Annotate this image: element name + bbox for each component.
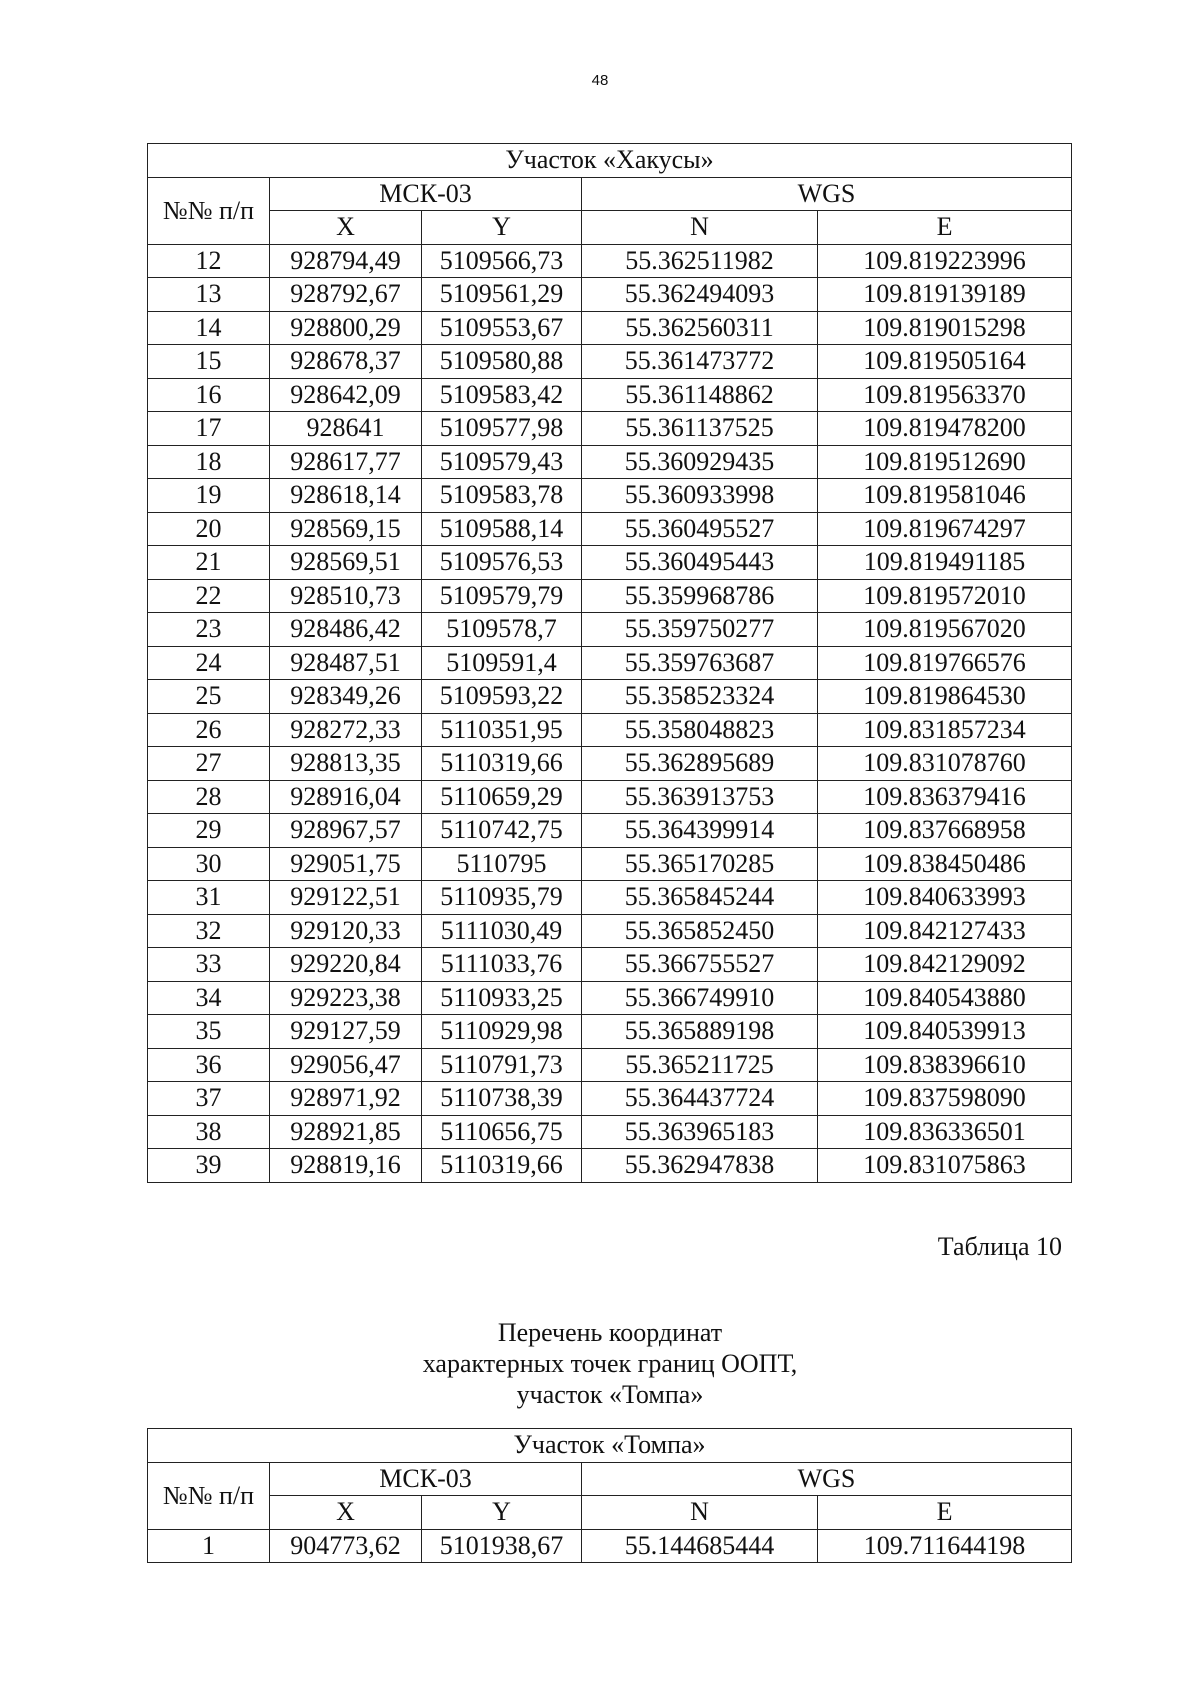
msk-x-cell: 928800,29 xyxy=(270,311,422,345)
point-number-cell: 19 xyxy=(148,479,270,513)
table-title: Участок «Хакусы» xyxy=(148,144,1072,178)
wgs-n-cell: 55.365889198 xyxy=(582,1015,818,1049)
wgs-e-cell: 109.819491185 xyxy=(818,546,1072,580)
table-row xyxy=(148,378,1072,412)
msk-y-cell: 5110738,39 xyxy=(422,1082,582,1116)
msk-y-cell: 5111030,49 xyxy=(422,914,582,948)
wgs-n-cell: 55.361148862 xyxy=(582,378,818,412)
wgs-n-cell: 55.360495527 xyxy=(582,512,818,546)
wgs-n-cell: 55.363913753 xyxy=(582,780,818,814)
table-row xyxy=(148,579,1072,613)
table-row xyxy=(148,345,1072,379)
coordinates-table-khakusy xyxy=(147,143,1072,1183)
point-number-cell: 23 xyxy=(148,613,270,647)
table-row xyxy=(148,1115,1072,1149)
wgs-n-cell: 55.362947838 xyxy=(582,1149,818,1183)
point-number-cell: 1 xyxy=(148,1529,270,1563)
table-row xyxy=(148,914,1072,948)
point-number-cell: 26 xyxy=(148,713,270,747)
table-row xyxy=(148,847,1072,881)
msk-x-cell: 928617,77 xyxy=(270,445,422,479)
table-row xyxy=(148,445,1072,479)
table-row xyxy=(148,278,1072,312)
wgs-e-cell: 109.819864530 xyxy=(818,680,1072,714)
wgs-e-cell: 109.819581046 xyxy=(818,479,1072,513)
msk-x-cell: 928569,15 xyxy=(270,512,422,546)
msk-x-cell: 928569,51 xyxy=(270,546,422,580)
header-number: №№ п/п xyxy=(148,177,270,244)
msk-y-cell: 5110742,75 xyxy=(422,814,582,848)
msk-x-cell: 928819,16 xyxy=(270,1149,422,1183)
wgs-n-cell: 55.359750277 xyxy=(582,613,818,647)
wgs-n-cell: 55.361473772 xyxy=(582,345,818,379)
table-row xyxy=(148,780,1072,814)
msk-y-cell: 5110659,29 xyxy=(422,780,582,814)
msk-y-cell: 5110319,66 xyxy=(422,747,582,781)
table-row xyxy=(148,1149,1072,1183)
wgs-n-cell: 55.358523324 xyxy=(582,680,818,714)
point-number-cell: 30 xyxy=(148,847,270,881)
wgs-n-cell: 55.362560311 xyxy=(582,311,818,345)
point-number-cell: 31 xyxy=(148,881,270,915)
msk-y-cell: 5109591,4 xyxy=(422,646,582,680)
wgs-n-cell: 55.366749910 xyxy=(582,981,818,1015)
msk-x-cell: 929120,33 xyxy=(270,914,422,948)
wgs-n-cell: 55.362511982 xyxy=(582,244,818,278)
msk-y-cell: 5109583,78 xyxy=(422,479,582,513)
wgs-n-cell: 55.365852450 xyxy=(582,914,818,948)
header-e: E xyxy=(818,211,1072,245)
point-number-cell: 18 xyxy=(148,445,270,479)
msk-y-cell: 5111033,76 xyxy=(422,948,582,982)
wgs-n-cell: 55.365211725 xyxy=(582,1048,818,1082)
wgs-n-cell: 55.144685444 xyxy=(582,1529,818,1563)
wgs-e-cell: 109.838396610 xyxy=(818,1048,1072,1082)
wgs-e-cell: 109.840539913 xyxy=(818,1015,1072,1049)
wgs-e-cell: 109.838450486 xyxy=(818,847,1072,881)
point-number-cell: 39 xyxy=(148,1149,270,1183)
table-row xyxy=(148,680,1072,714)
msk-y-cell: 5110929,98 xyxy=(422,1015,582,1049)
wgs-n-cell: 55.362494093 xyxy=(582,278,818,312)
point-number-cell: 27 xyxy=(148,747,270,781)
point-number-cell: 33 xyxy=(148,948,270,982)
wgs-n-cell: 55.360929435 xyxy=(582,445,818,479)
point-number-cell: 34 xyxy=(148,981,270,1015)
page-number: 48 xyxy=(591,72,609,89)
msk-y-cell: 5110351,95 xyxy=(422,713,582,747)
header-x: X xyxy=(270,211,422,245)
wgs-e-cell: 109.819505164 xyxy=(818,345,1072,379)
table-row xyxy=(148,1015,1072,1049)
msk-y-cell: 5109583,42 xyxy=(422,378,582,412)
msk-y-cell: 5109566,73 xyxy=(422,244,582,278)
header-wgs: WGS xyxy=(582,1462,1072,1496)
table-caption xyxy=(0,1317,1200,1410)
wgs-n-cell: 55.360933998 xyxy=(582,479,818,513)
point-number-cell: 38 xyxy=(148,1115,270,1149)
msk-x-cell: 928792,67 xyxy=(270,278,422,312)
wgs-n-cell: 55.358048823 xyxy=(582,713,818,747)
wgs-e-cell: 109.837668958 xyxy=(818,814,1072,848)
point-number-cell: 22 xyxy=(148,579,270,613)
msk-y-cell: 5109579,79 xyxy=(422,579,582,613)
wgs-e-cell: 109.819015298 xyxy=(818,311,1072,345)
table-title: Участок «Томпа» xyxy=(148,1429,1072,1463)
table-row xyxy=(148,646,1072,680)
msk-x-cell: 928272,33 xyxy=(270,713,422,747)
msk-x-cell: 928349,26 xyxy=(270,680,422,714)
header-x: X xyxy=(270,1496,422,1530)
table-row xyxy=(148,244,1072,278)
msk-x-cell: 928921,85 xyxy=(270,1115,422,1149)
wgs-n-cell: 55.366755527 xyxy=(582,948,818,982)
msk-x-cell: 928641 xyxy=(270,412,422,446)
point-number-cell: 37 xyxy=(148,1082,270,1116)
wgs-e-cell: 109.819512690 xyxy=(818,445,1072,479)
msk-y-cell: 5109553,67 xyxy=(422,311,582,345)
table-row xyxy=(148,948,1072,982)
msk-x-cell: 928916,04 xyxy=(270,780,422,814)
header-number: №№ п/п xyxy=(148,1462,270,1529)
wgs-e-cell: 109.831857234 xyxy=(818,713,1072,747)
table-row xyxy=(148,881,1072,915)
msk-x-cell: 929056,47 xyxy=(270,1048,422,1082)
table-row xyxy=(148,747,1072,781)
wgs-e-cell: 109.819567020 xyxy=(818,613,1072,647)
msk-x-cell: 904773,62 xyxy=(270,1529,422,1563)
coordinates-table-tompa xyxy=(147,1428,1072,1563)
header-msk: МСК-03 xyxy=(270,1462,582,1496)
msk-x-cell: 928486,42 xyxy=(270,613,422,647)
header-y: Y xyxy=(422,1496,582,1530)
msk-x-cell: 928967,57 xyxy=(270,814,422,848)
point-number-cell: 21 xyxy=(148,546,270,580)
msk-y-cell: 5110933,25 xyxy=(422,981,582,1015)
table-row xyxy=(148,1048,1072,1082)
point-number-cell: 13 xyxy=(148,278,270,312)
msk-x-cell: 929127,59 xyxy=(270,1015,422,1049)
msk-y-cell: 5109588,14 xyxy=(422,512,582,546)
header-e: E xyxy=(818,1496,1072,1530)
msk-y-cell: 5109561,29 xyxy=(422,278,582,312)
wgs-e-cell: 109.842129092 xyxy=(818,948,1072,982)
caption-line: Перечень координат xyxy=(497,1318,723,1347)
point-number-cell: 36 xyxy=(148,1048,270,1082)
table-row xyxy=(148,613,1072,647)
msk-y-cell: 5110791,73 xyxy=(422,1048,582,1082)
wgs-n-cell: 55.363965183 xyxy=(582,1115,818,1149)
caption-line: участок «Томпа» xyxy=(516,1380,704,1409)
wgs-e-cell: 109.819478200 xyxy=(818,412,1072,446)
wgs-e-cell: 109.837598090 xyxy=(818,1082,1072,1116)
msk-y-cell: 5110935,79 xyxy=(422,881,582,915)
table-body xyxy=(148,244,1072,1182)
table-row xyxy=(148,1082,1072,1116)
msk-y-cell: 5109580,88 xyxy=(422,345,582,379)
caption-line: характерных точек границ ООПТ, xyxy=(422,1349,798,1378)
wgs-n-cell: 55.360495443 xyxy=(582,546,818,580)
point-number-cell: 12 xyxy=(148,244,270,278)
msk-x-cell: 928813,35 xyxy=(270,747,422,781)
header-wgs: WGS xyxy=(582,177,1072,211)
wgs-e-cell: 109.836379416 xyxy=(818,780,1072,814)
msk-x-cell: 928510,73 xyxy=(270,579,422,613)
wgs-e-cell: 109.819572010 xyxy=(818,579,1072,613)
point-number-cell: 20 xyxy=(148,512,270,546)
table-row xyxy=(148,713,1072,747)
table-label: Таблица 10 xyxy=(937,1232,1062,1261)
msk-x-cell: 928642,09 xyxy=(270,378,422,412)
wgs-n-cell: 55.364437724 xyxy=(582,1082,818,1116)
wgs-n-cell: 55.362895689 xyxy=(582,747,818,781)
point-number-cell: 25 xyxy=(148,680,270,714)
msk-y-cell: 5101938,67 xyxy=(422,1529,582,1563)
msk-x-cell: 928794,49 xyxy=(270,244,422,278)
wgs-e-cell: 109.819139189 xyxy=(818,278,1072,312)
msk-y-cell: 5110795 xyxy=(422,847,582,881)
table-row xyxy=(148,1529,1072,1563)
table-row xyxy=(148,479,1072,513)
msk-x-cell: 929223,38 xyxy=(270,981,422,1015)
point-number-cell: 14 xyxy=(148,311,270,345)
point-number-cell: 35 xyxy=(148,1015,270,1049)
table-row xyxy=(148,814,1072,848)
wgs-n-cell: 55.365845244 xyxy=(582,881,818,915)
point-number-cell: 32 xyxy=(148,914,270,948)
wgs-n-cell: 55.364399914 xyxy=(582,814,818,848)
msk-x-cell: 928971,92 xyxy=(270,1082,422,1116)
msk-y-cell: 5109579,43 xyxy=(422,445,582,479)
msk-y-cell: 5110656,75 xyxy=(422,1115,582,1149)
point-number-cell: 28 xyxy=(148,780,270,814)
msk-y-cell: 5109576,53 xyxy=(422,546,582,580)
point-number-cell: 24 xyxy=(148,646,270,680)
table-row xyxy=(148,546,1072,580)
msk-x-cell: 929051,75 xyxy=(270,847,422,881)
table-row xyxy=(148,311,1072,345)
wgs-n-cell: 55.359763687 xyxy=(582,646,818,680)
msk-y-cell: 5109593,22 xyxy=(422,680,582,714)
msk-x-cell: 929122,51 xyxy=(270,881,422,915)
header-y: Y xyxy=(422,211,582,245)
wgs-e-cell: 109.819766576 xyxy=(818,646,1072,680)
wgs-n-cell: 55.359968786 xyxy=(582,579,818,613)
msk-x-cell: 929220,84 xyxy=(270,948,422,982)
msk-x-cell: 928678,37 xyxy=(270,345,422,379)
point-number-cell: 29 xyxy=(148,814,270,848)
msk-y-cell: 5109577,98 xyxy=(422,412,582,446)
point-number-cell: 15 xyxy=(148,345,270,379)
wgs-e-cell: 109.831075863 xyxy=(818,1149,1072,1183)
msk-y-cell: 5109578,7 xyxy=(422,613,582,647)
wgs-e-cell: 109.819674297 xyxy=(818,512,1072,546)
wgs-e-cell: 109.840633993 xyxy=(818,881,1072,915)
msk-x-cell: 928487,51 xyxy=(270,646,422,680)
point-number-cell: 17 xyxy=(148,412,270,446)
msk-x-cell: 928618,14 xyxy=(270,479,422,513)
table-row xyxy=(148,412,1072,446)
msk-y-cell: 5110319,66 xyxy=(422,1149,582,1183)
header-msk: МСК-03 xyxy=(270,177,582,211)
wgs-n-cell: 55.365170285 xyxy=(582,847,818,881)
header-n: N xyxy=(582,1496,818,1530)
table-body xyxy=(148,1529,1072,1563)
wgs-e-cell: 109.711644198 xyxy=(818,1529,1072,1563)
wgs-e-cell: 109.836336501 xyxy=(818,1115,1072,1149)
wgs-e-cell: 109.831078760 xyxy=(818,747,1072,781)
table-row xyxy=(148,512,1072,546)
wgs-e-cell: 109.840543880 xyxy=(818,981,1072,1015)
table-row xyxy=(148,981,1072,1015)
wgs-e-cell: 109.842127433 xyxy=(818,914,1072,948)
wgs-n-cell: 55.361137525 xyxy=(582,412,818,446)
header-n: N xyxy=(582,211,818,245)
wgs-e-cell: 109.819563370 xyxy=(818,378,1072,412)
wgs-e-cell: 109.819223996 xyxy=(818,244,1072,278)
point-number-cell: 16 xyxy=(148,378,270,412)
